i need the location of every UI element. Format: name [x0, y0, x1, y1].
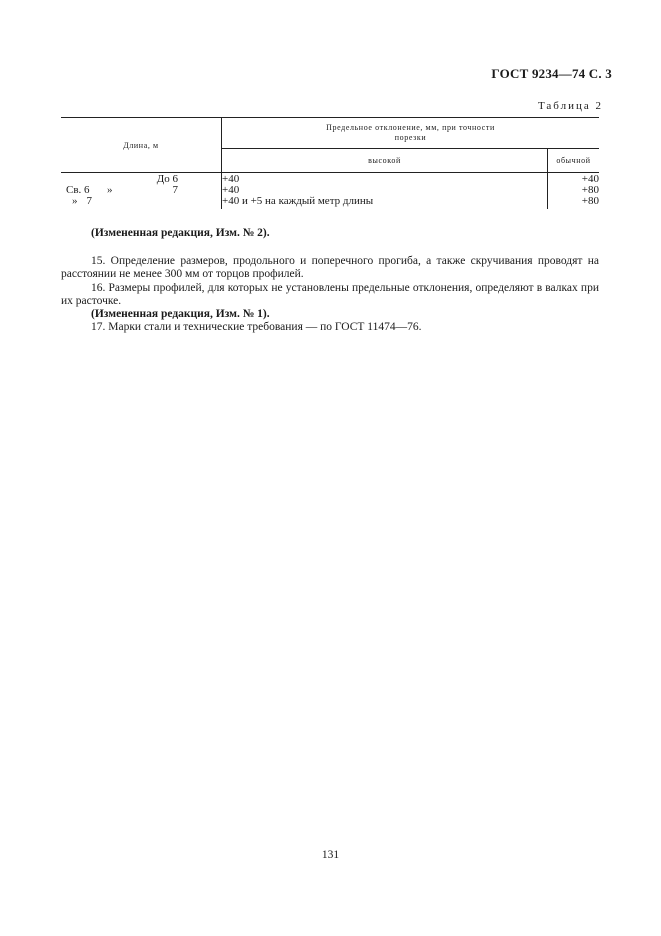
header-deviation: [222, 118, 600, 149]
body-paragraphs: [61, 255, 599, 335]
cell-high: +40 и +5 на каждый метр длины: [222, 196, 548, 209]
cell-normal: +80: [581, 195, 599, 207]
deviation-table: [61, 117, 599, 209]
header-deviation-line1: Предельное отклонение, мм, при точности: [326, 123, 495, 132]
header-length: Длина, м: [61, 118, 222, 173]
paragraph-16: 16. Размеры профилей, для которых не установлены предельные отклонения, определяют в валках при их расточке.: [61, 281, 599, 307]
edit-note-2: (Измененная редакция, Изм. № 2).: [91, 227, 270, 239]
table-row: [61, 173, 599, 186]
length-sign: »: [107, 184, 113, 196]
length-prefix: »: [72, 195, 78, 207]
cell-length: [61, 196, 222, 209]
paragraph-17: 17. Марки стали и технические требования — по ГОСТ 11474—76.: [91, 321, 422, 334]
header-normal: обычной: [548, 149, 600, 173]
edit-note-2-block: [61, 227, 599, 240]
edit-note-1: (Измененная редакция, Изм. № 1).: [91, 308, 270, 321]
cell-high: +40: [222, 185, 548, 196]
length-value: 7: [86, 195, 92, 207]
page-number: 131: [321, 849, 340, 861]
table-caption: Таблица 2: [537, 100, 603, 112]
paragraph-15: 15. Определение размеров, продольного и поперечного прогиба, а также скручивания проводят на расстоянии не менее 300 мм от торцов профилей.: [61, 255, 599, 281]
length-value: До 6: [156, 173, 178, 185]
cell-normal: +40: [581, 173, 599, 185]
length-prefix: Св. 6: [66, 184, 90, 196]
table-row: [61, 196, 599, 209]
document-header: ГОСТ 9234—74 С. 3: [491, 66, 612, 81]
length-value: 7: [172, 184, 178, 196]
header-deviation-line2: порезки: [394, 133, 427, 142]
cell-normal: +80: [581, 184, 599, 196]
cell-high: +40: [222, 173, 548, 186]
cell-length: [61, 185, 222, 196]
header-high: высокой: [222, 149, 548, 173]
